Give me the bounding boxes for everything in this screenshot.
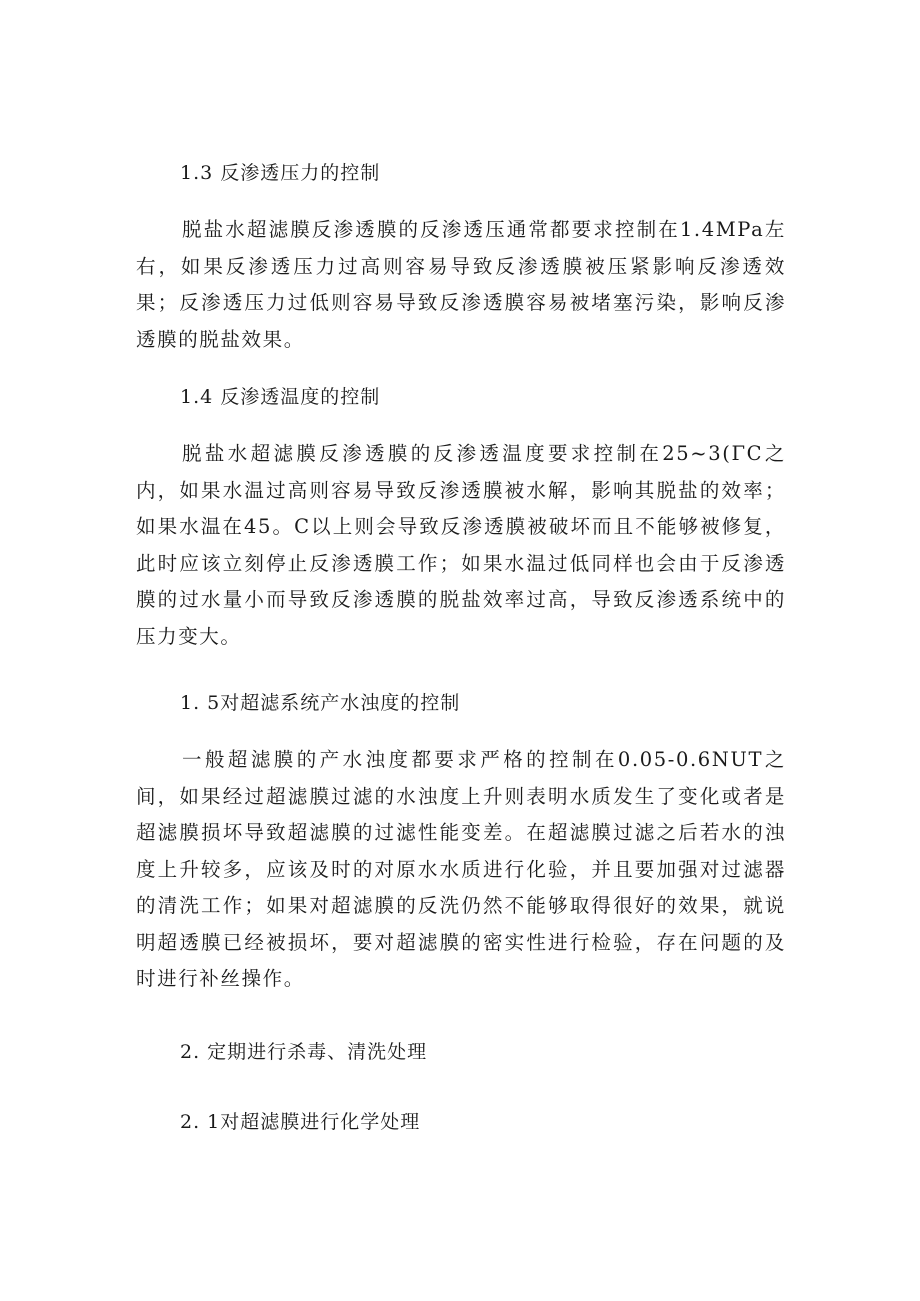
section-paragraph-1-5: 一般超滤膜的产水浊度都要求严格的控制在0.05-0.6NUT之间，如果经过超滤膜过滤的水浊度上升则表明水质发生了变化或者是超滤膜损坏导致超滤膜的过滤性能变差。在超滤膜过滤之后若水的浊度上升较多，应该及时的对原水水质进行化验，并且要加强对过滤器的清洗工作；如果对超滤膜的反洗仍然不能够取得很好的效果，就说明超透膜已经被损坏，要对超滤膜的密实性进行检验，存在问题的及时进行补丝操作。 xyxy=(136,748,786,990)
section-heading-2: 2. 定期进行杀毒、清洗处理 xyxy=(180,1041,428,1063)
section-paragraph-1-3: 脱盐水超滤膜反渗透膜的反渗透压通常都要求控制在1.4MPa左右，如果反渗透压力过高则容易导致反渗透膜被压紧影响反渗透效果；反渗透压力过低则容易导致反渗透膜容易被堵塞污染，影响反渗透膜的脱盐效果。 xyxy=(136,218,786,351)
section-heading-1-3: 1.3 反渗透压力的控制 xyxy=(180,162,381,184)
section-heading-2-1: 2. 1对超滤膜进行化学处理 xyxy=(180,1111,421,1133)
section-heading-1-5: 1. 5对超滤系统产水浊度的控制 xyxy=(180,692,461,714)
section-paragraph-1-4: 脱盐水超滤膜反渗透膜的反渗透温度要求控制在25~3(ΓC之内，如果水温过高则容易导致反渗透膜被水解，影响其脱盐的效率；如果水温在45。C以上则会导致反渗透膜被破坏而且不能够被修复，此时应该立刻停止反渗透膜工作；如果水温过低同样也会由于反渗透膜的过水量小而导致反渗透膜的脱盐效率过高，导致反渗透系统中的压力变大。 xyxy=(136,442,786,648)
section-heading-1-4: 1.4 反渗透温度的控制 xyxy=(180,386,381,408)
